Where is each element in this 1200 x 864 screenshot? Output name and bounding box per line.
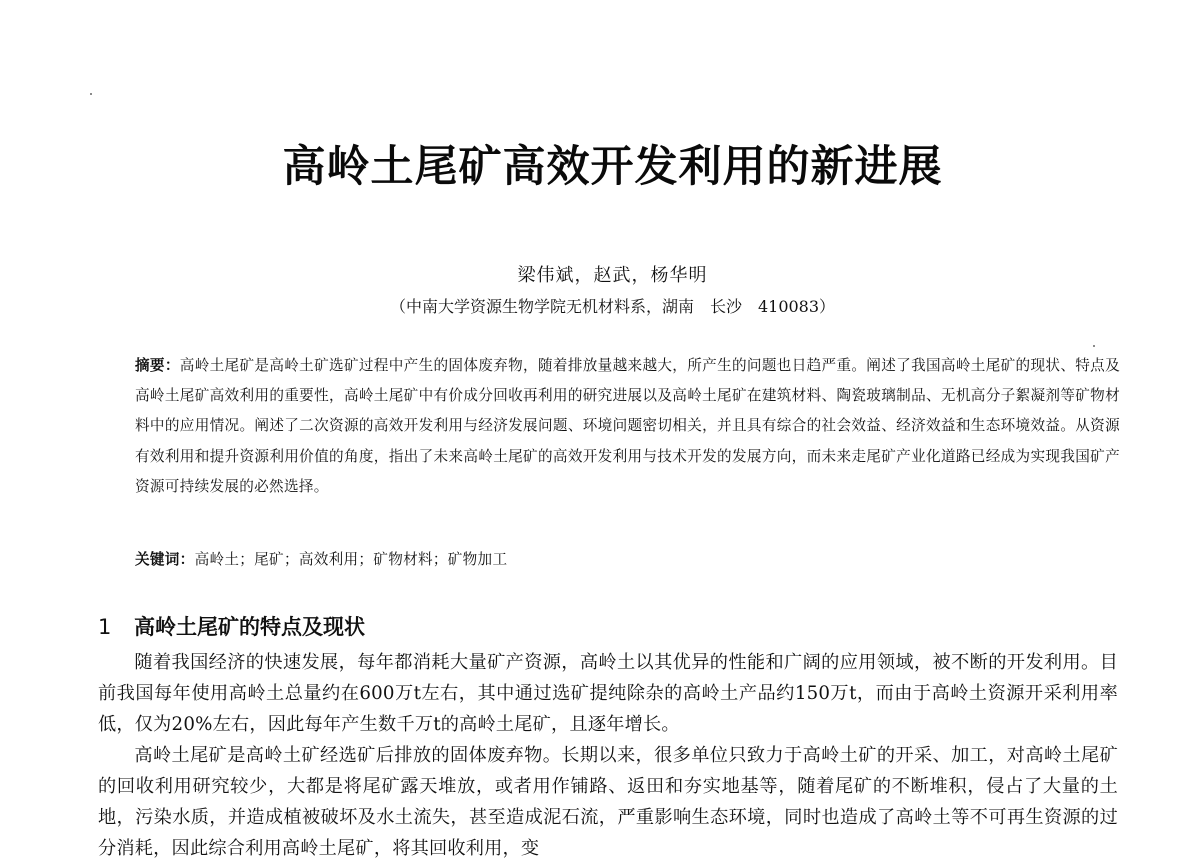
keywords-label: 关键词： bbox=[135, 551, 195, 568]
section-title: 高岭土尾矿的特点及现状 bbox=[134, 615, 365, 639]
scan-speck bbox=[90, 93, 92, 95]
keywords-text: 高岭土；尾矿；高效利用；矿物材料；矿物加工 bbox=[194, 551, 508, 568]
section-body bbox=[98, 647, 1118, 864]
section-heading bbox=[98, 611, 365, 641]
abstract-text: 高岭土尾矿是高岭土矿选矿过程中产生的固体废弃物，随着排放量越来越大，所产生的问题也日趋严重。阐述了我国高岭土尾矿的现状、特点及高岭土尾矿高效利用的重要性，高岭土尾矿中有价成分回收再利用的研究进展以及高岭土尾矿在建筑材料、陶瓷玻璃制品、无机高分子絮凝剂等矿物材料中的应用情况。阐述了二次资源的高效开发利用与经济发展问题、环境问题密切相关，并且具有综合的社会效益、经济效益和生态环境效益。从资源有效利用和提升资源利用价值的角度，指出了未来高岭土尾矿的高效开发利用与技术开发的发展方向，而未来走尾矿产业化道路已经成为实现我国矿产资源可持续发展的必然选择。 bbox=[135, 357, 1121, 495]
abstract bbox=[135, 351, 1120, 502]
body-paragraph: 随着我国经济的快速发展，每年都消耗大量矿产资源，高岭土以其优异的性能和广阔的应用领域，被不断的开发利用。目前我国每年使用高岭土总量约在600万t左右，其中通过选矿提纯除杂的高岭土产品约150万t，而由于高岭土资源开采利用率低，仅为20%左右，因此每年产生数千万t的高岭土尾矿，且逐年增长。 bbox=[98, 652, 1118, 735]
paper-affiliation: （中南大学资源生物学院无机材料系，湖南 长沙 410083） bbox=[389, 297, 836, 316]
keywords bbox=[135, 545, 1120, 575]
section-number: 1 bbox=[98, 615, 112, 639]
paper-title: 高岭土尾矿高效开发利用的新进展 bbox=[282, 142, 943, 192]
body-paragraph: 高岭土尾矿是高岭土矿经选矿后排放的固体废弃物。长期以来，很多单位只致力于高岭土矿的开采、加工，对高岭土尾矿的回收利用研究较少，大都是将尾矿露天堆放，或者用作铺路、返田和夯实地基等，随着尾矿的不断堆积，侵占了大量的土地，污染水质，并造成植被破坏及水土流失，甚至造成泥石流，严重影响生态环境，同时也造成了高岭土等不可再生资源的过分消耗，因此综合利用高岭土尾矿，将其回收利用，变 bbox=[98, 745, 1118, 859]
abstract-label: 摘要： bbox=[135, 357, 180, 374]
paper-authors: 梁伟斌，赵武，杨华明 bbox=[517, 265, 708, 286]
scan-speck bbox=[1093, 345, 1095, 347]
